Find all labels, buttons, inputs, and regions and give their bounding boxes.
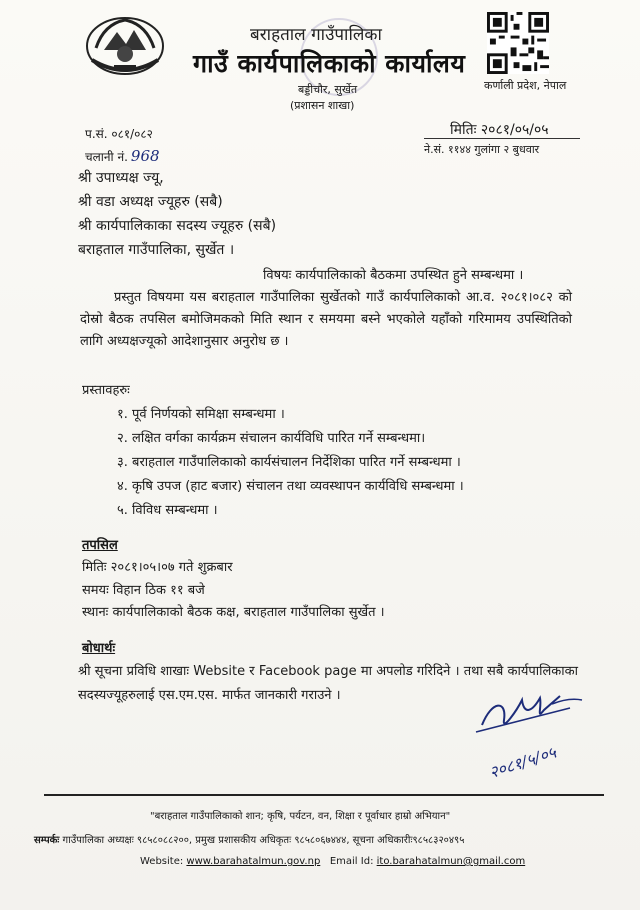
email-link[interactable]: ito.barahatalmun@gmail.com — [376, 856, 526, 867]
agenda-item: १. पूर्व निर्णयको समिक्षा सम्बन्धमा । — [117, 407, 285, 422]
agenda-item: २. लक्षित वर्गका कार्यक्रम संचालन कार्यविधि पारित गर्ने सम्बन्धमा। — [117, 431, 426, 446]
details-heading: तपसिल — [82, 538, 118, 553]
office-title: गाउँ कार्यपालिकाको कार्यालय — [193, 49, 466, 78]
agenda-item: ३. बराहताल गाउँपालिकाको कार्यसंचालन निर्देशिका पारित गर्ने सम्बन्धमा । — [117, 455, 461, 470]
qr-code-icon — [487, 12, 549, 74]
addressee-line: श्री कार्यपालिकाका सदस्य ज्यूहरु (सबै) — [78, 218, 277, 234]
footer-divider — [44, 794, 604, 796]
municipality-name: बराहताल गाउँपालिका — [250, 25, 382, 45]
website-label: Website: — [140, 856, 184, 867]
body-paragraph: प्रस्तुत विषयमा यस बराहताल गाउँपालिका सुर्खेतको गाउँ कार्यपालिकाको आ.व. २०८१।०८२ को दोस्रो बैठक तपसिल बमोजिमकको मिति स्थान र समयमा बस्ने भएकोले यहाँको गरिमामय उपस्थितिको लागि अध्यक्षज्यूको आदेशानुसार अनुरोध छ । — [80, 290, 572, 349]
office-branch: (प्रशासन शाखा) — [290, 99, 355, 112]
province-label: कर्णाली प्रदेश, नेपाल — [484, 79, 567, 92]
meeting-time: समयः विहान ठिक ११ बजे — [82, 583, 205, 598]
date-divider — [424, 138, 580, 139]
agenda-heading: प्रस्तावहरुः — [82, 383, 130, 398]
signature-date: २०८१/५/०५ — [486, 742, 559, 783]
footer-slogan: "बराहताल गाउँपालिकाको शान; कृषि, पर्यटन, वन, शिक्षा र पूर्वाधार हाम्रो अभियान" — [150, 811, 451, 822]
office-location: बड्डीचौर, सुर्खेत — [298, 83, 358, 96]
dispatch-label: चलानी नं. — [85, 150, 128, 164]
footer-contact — [34, 832, 464, 846]
dispatch-number — [85, 147, 160, 165]
agenda-item: ४. कृषि उपज (हाट बजार) संचालन तथा व्यवस्थापन कार्यविधि सम्बन्धमा । — [117, 479, 464, 494]
footer-web — [140, 856, 525, 867]
addressee-line: श्री उपाध्यक्ष ज्यू, — [78, 170, 164, 186]
letter-date: मितिः २०८१/०५/०५ — [450, 122, 549, 138]
dispatch-number-value: 968 — [130, 147, 160, 165]
letter-subject: विषयः कार्यपालिकाको बैठकमा उपस्थित हुने सम्बन्धमा । — [263, 268, 524, 283]
addressee-line: श्री वडा अध्यक्ष ज्यूहरु (सबै) — [78, 194, 223, 210]
agenda-item: ५. विविध सम्बन्धमा । — [117, 503, 218, 518]
contact-label: सम्पर्कः — [34, 835, 60, 846]
meeting-date: मितिः २०८१।०५।०७ गते शुक्रबार — [82, 560, 233, 575]
cc-text: श्री सूचना प्रविधि शाखाः Website र Facebook page मा अपलोड गरिदिने । तथा सबै कार्यपालिकाका सदस्यज्यूहरुलाई एस.एम.एस. मार्फत जानकारी गराउने । — [78, 664, 578, 703]
addressee-line: बराहताल गाउँपालिका, सुर्खेत । — [78, 242, 235, 258]
meeting-place: स्थानः कार्यपालिकाको बैठक कक्ष, बराहताल गाउँपालिका सुर्खेत । — [82, 605, 385, 620]
letter-ref-number: प.सं. ०८१/०८२ — [85, 127, 153, 141]
cc-heading: बोधार्थः — [82, 641, 116, 656]
contact-numbers: गाउँपालिका अध्यक्षः ९८५८०८८२००, प्रमुख प्रशासकीय अधिकृतः ९८५८०६७४४४, सूचना अधिकारीः९८५८३२०४९५ — [62, 835, 465, 846]
handwritten-signature-icon — [462, 670, 602, 790]
website-link[interactable]: www.barahatalmun.gov.np — [186, 856, 321, 867]
nepal-sambat-date: ने.सं. ११४४ गुलांगा २ बुधवार — [424, 143, 540, 156]
email-label: Email Id: — [329, 856, 374, 867]
nepal-emblem-icon — [84, 10, 166, 78]
